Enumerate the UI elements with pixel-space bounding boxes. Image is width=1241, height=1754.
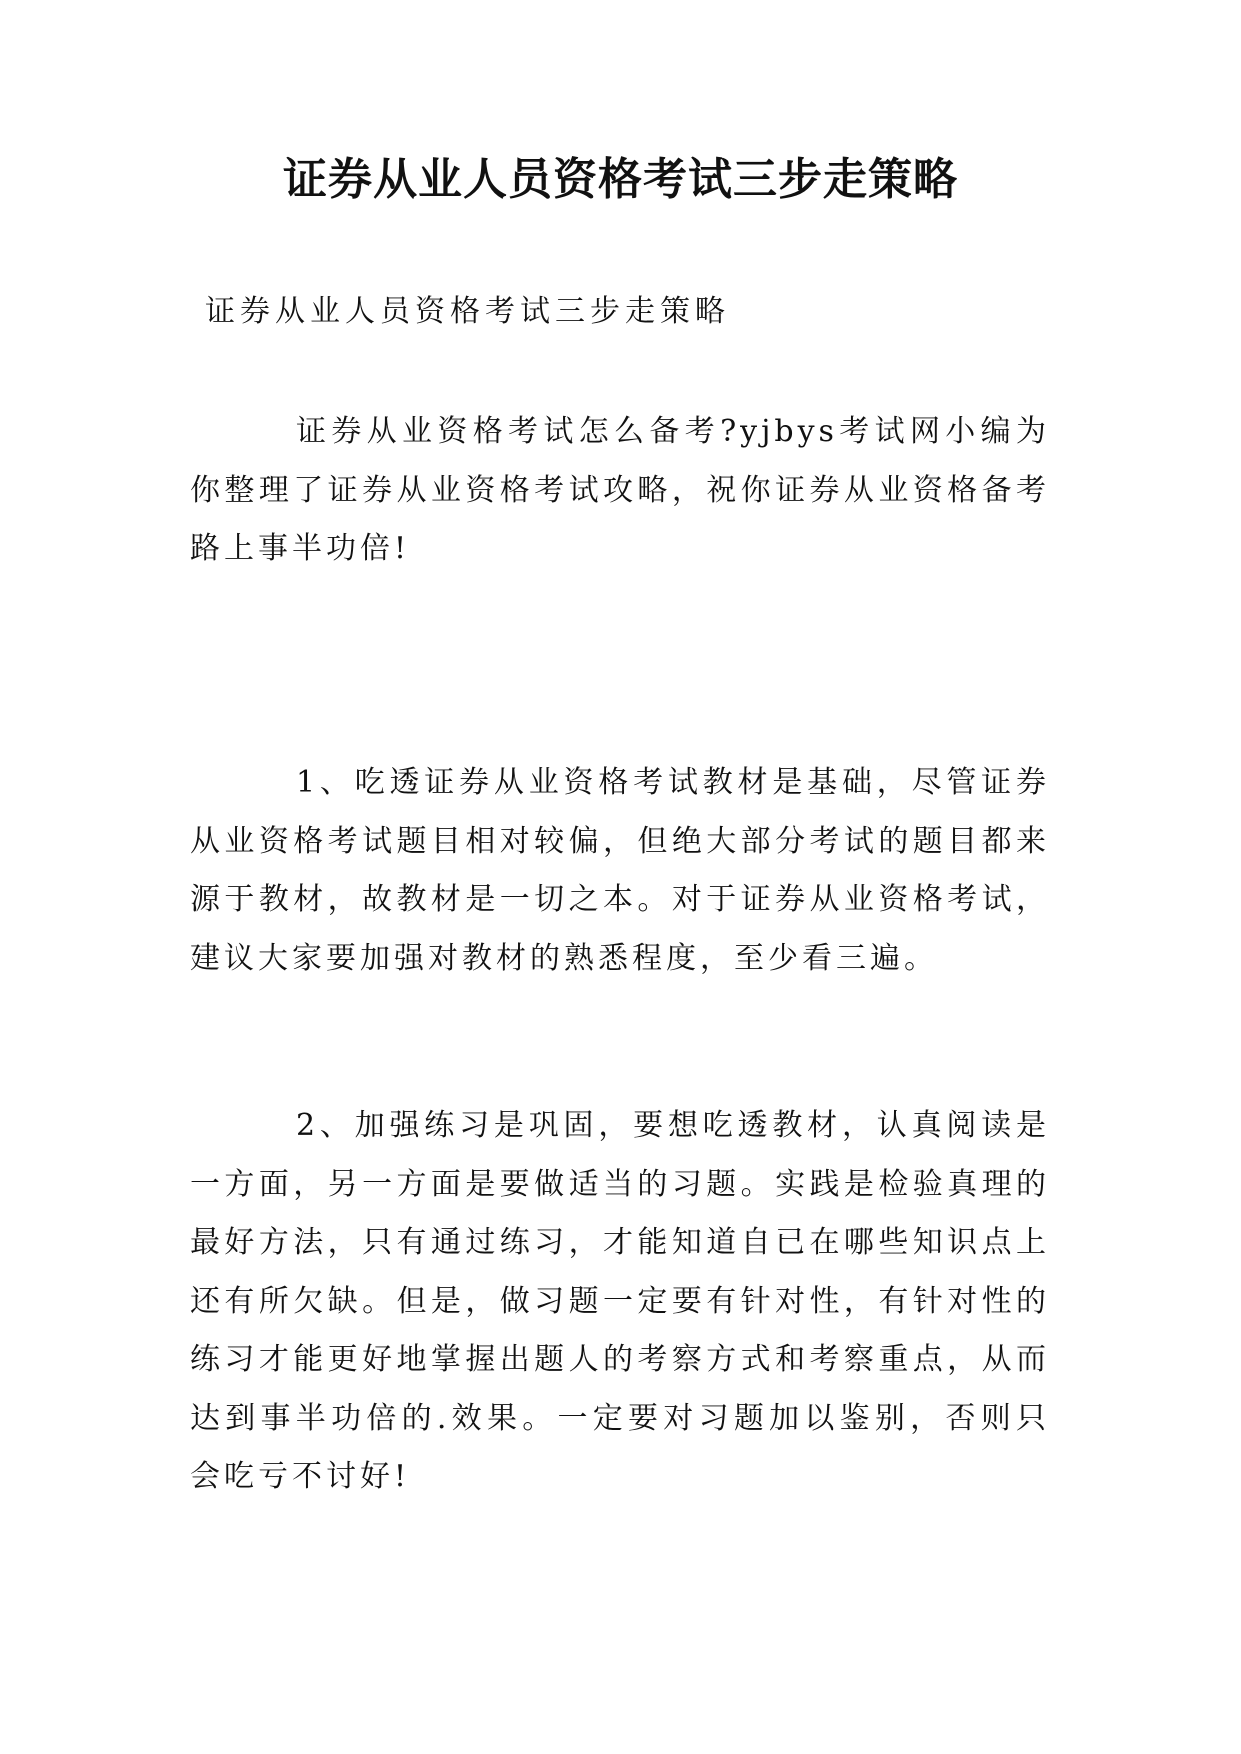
step-two-paragraph: 2、加强练习是巩固，要想吃透教材，认真阅读是一方面，另一方面是要做适当的习题。实践是检验真理的最好方法，只有通过练习，才能知道自已在哪些知识点上还有所欠缺。但是，做习题一定要有针对性，有针对性的练习才能更好地掌握出题人的考察方式和考察重点，从而达到事半功倍的.效果。一定要对习题加以鉴别，否则只会吃亏不讨好! (190, 1108, 1050, 1494)
page-title: 证券从业人员资格考试三步走策略 (283, 154, 958, 205)
intro-paragraph: 证券从业资格考试怎么备考?yjbys考试网小编为你整理了证券从业资格考试攻略，祝你证券从业资格备考路上事半功倍! (190, 414, 1050, 566)
document-subtitle: 证券从业人员资格考试三步走策略 (205, 294, 730, 329)
step-one-paragraph: 1、吃透证券从业资格考试教材是基础，尽管证券从业资格考试题目相对较偏，但绝大部分考试的题目都来源于教材，故教材是一切之本。对于证券从业资格考试，建议大家要加强对教材的熟悉程度，至少看三遍。 (190, 765, 1050, 976)
